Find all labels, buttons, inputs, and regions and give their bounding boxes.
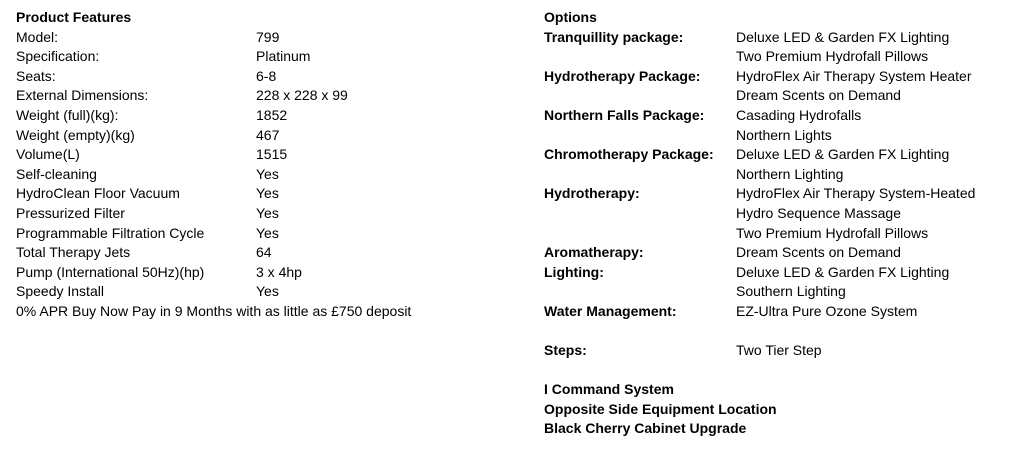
option-row	[544, 86, 1004, 106]
feature-value: Yes	[256, 165, 279, 182]
feature-value: Yes	[256, 224, 279, 241]
feature-label: Speedy Install	[16, 283, 104, 300]
finance-note: 0% APR Buy Now Pay in 9 Months with as little as £750 deposit	[16, 302, 412, 319]
feature-value: 1852	[256, 106, 288, 123]
option-row	[544, 341, 1004, 361]
feature-label: Weight (full)(kg):	[16, 106, 119, 123]
option-value: Deluxe LED & Garden FX Lighting	[736, 263, 950, 280]
option-row	[544, 263, 1004, 283]
option-value: Casading Hydrofalls	[736, 106, 862, 123]
feature-label: Pump (International 50Hz)(hp)	[16, 263, 205, 280]
option-row	[544, 243, 1004, 263]
option-label: Hydrotherapy:	[544, 185, 640, 202]
feature-label: Self-cleaning	[16, 165, 97, 182]
option-value: Hydro Sequence Massage	[736, 204, 901, 221]
feature-row	[16, 47, 516, 67]
option-row	[544, 204, 1004, 224]
feature-row	[16, 126, 516, 146]
feature-value: 1515	[256, 146, 288, 163]
option-label: Tranquillity package:	[544, 28, 684, 45]
option-row	[544, 184, 1004, 204]
feature-label: Seats:	[16, 67, 56, 84]
feature-label: Pressurized Filter	[16, 204, 125, 221]
option-row	[544, 67, 1004, 87]
feature-label: HydroClean Floor Vacuum	[16, 185, 180, 202]
feature-row	[16, 165, 516, 185]
option-label: Hydrotherapy Package:	[544, 67, 701, 84]
option-row	[544, 106, 1004, 126]
feature-label: Specification:	[16, 48, 100, 65]
feature-value: Yes	[256, 185, 279, 202]
feature-row	[16, 67, 516, 87]
extra-option: I Command System	[544, 381, 674, 398]
option-value: Dream Scents on Demand	[736, 87, 901, 104]
feature-value: 3 x 4hp	[256, 263, 302, 280]
spacer	[544, 322, 1004, 342]
feature-value: 228 x 228 x 99	[256, 87, 348, 104]
feature-row	[16, 184, 516, 204]
option-value: Two Tier Step	[736, 342, 822, 359]
feature-value: 467	[256, 126, 280, 143]
feature-label: Programmable Filtration Cycle	[16, 224, 205, 241]
feature-label: Model:	[16, 28, 59, 45]
option-row	[544, 282, 1004, 302]
feature-row	[16, 145, 516, 165]
feature-label: External Dimensions:	[16, 87, 149, 104]
option-value: Northern Lights	[736, 126, 832, 143]
option-row	[544, 28, 1004, 48]
option-label: Lighting:	[544, 263, 604, 280]
option-value: Dream Scents on Demand	[736, 244, 901, 261]
option-row	[544, 126, 1004, 146]
feature-label: Weight (empty)(kg)	[16, 126, 135, 143]
option-value: EZ-Ultra Pure Ozone System	[736, 302, 918, 319]
feature-row	[16, 282, 516, 302]
option-value: Two Premium Hydrofall Pillows	[736, 48, 929, 65]
feature-value: Yes	[256, 204, 279, 221]
feature-value: Platinum	[256, 48, 311, 65]
feature-row	[16, 263, 516, 283]
option-value: HydroFlex Air Therapy System Heater	[736, 67, 972, 84]
feature-row	[16, 86, 516, 106]
option-label: Water Management:	[544, 302, 677, 319]
feature-label: Volume(L)	[16, 146, 80, 163]
extra-option: Opposite Side Equipment Location	[544, 400, 777, 417]
extra-option: Black Cherry Cabinet Upgrade	[544, 420, 747, 437]
option-row	[544, 47, 1004, 67]
option-label: Northern Falls Package:	[544, 106, 705, 123]
feature-row	[16, 224, 516, 244]
options-section	[544, 8, 1004, 439]
option-value: Deluxe LED & Garden FX Lighting	[736, 28, 950, 45]
product-features-heading: Product Features	[16, 9, 132, 25]
feature-label: Total Therapy Jets	[16, 244, 131, 261]
option-row	[544, 224, 1004, 244]
option-value: Northern Lighting	[736, 165, 844, 182]
option-row	[544, 165, 1004, 185]
feature-row	[16, 243, 516, 263]
feature-value: 64	[256, 244, 272, 261]
option-value: Southern Lighting	[736, 283, 846, 300]
feature-row	[16, 28, 516, 48]
option-value: HydroFlex Air Therapy System-Heated	[736, 185, 976, 202]
product-features-section	[16, 8, 516, 322]
option-label: Aromatherapy:	[544, 244, 644, 261]
option-value: Two Premium Hydrofall Pillows	[736, 224, 929, 241]
option-label: Chromotherapy Package:	[544, 146, 714, 163]
feature-value: 6-8	[256, 67, 277, 84]
option-row	[544, 302, 1004, 322]
feature-row	[16, 204, 516, 224]
spacer	[544, 361, 1004, 381]
option-label: Steps:	[544, 342, 587, 359]
option-value: Deluxe LED & Garden FX Lighting	[736, 146, 950, 163]
feature-value: 799	[256, 28, 280, 45]
option-row	[544, 145, 1004, 165]
feature-row	[16, 106, 516, 126]
options-heading: Options	[544, 9, 597, 25]
feature-value: Yes	[256, 283, 279, 300]
